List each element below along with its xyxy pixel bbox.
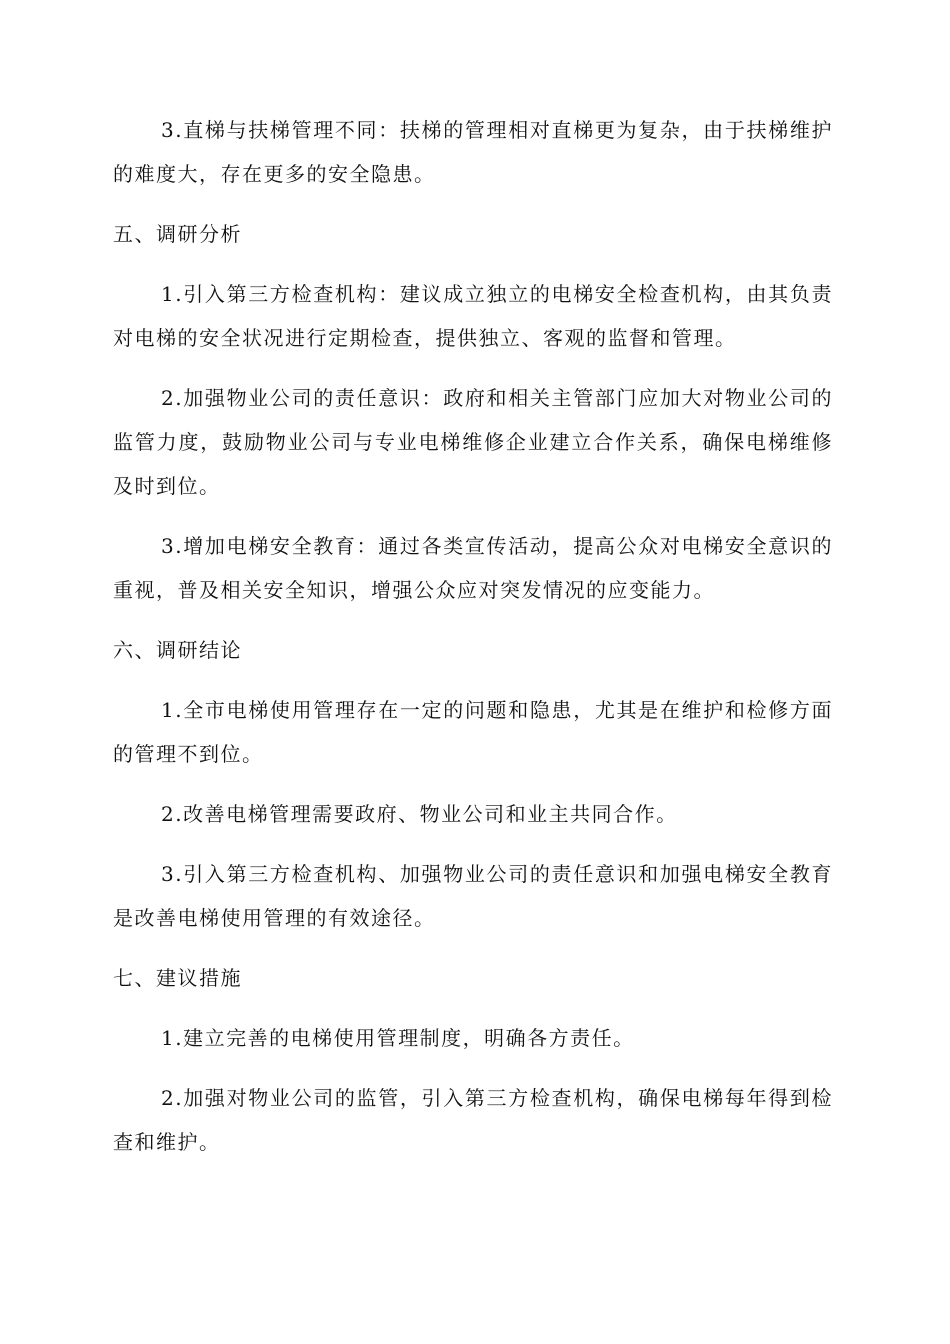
paragraph-recommendation-1: 1.建立完善的电梯使用管理制度，明确各方责任。 [161,1026,635,1050]
paragraph-third-party-inspection: 1.引入第三方检查机构：建议成立独立的电梯安全检查机构，由其负责对电梯的安全状况进行定期检查，提供独立、客观的监督和管理。 [113,282,833,350]
paragraph-property-responsibility: 2.加强物业公司的责任意识：政府和相关主管部门应加大对物业公司的监管力度，鼓励物业公司与专业电梯维修企业建立合作关系，确保电梯维修及时到位。 [113,386,833,498]
paragraph-conclusion-1: 1.全市电梯使用管理存在一定的问题和隐患，尤其是在维护和检修方面的管理不到位。 [113,698,833,766]
paragraph-recommendation-2: 2.加强对物业公司的监管，引入第三方检查机构，确保电梯每年得到检查和维护。 [113,1086,833,1154]
document-body [113,108,833,1164]
paragraph-safety-education: 3.增加电梯安全教育：通过各类宣传活动，提高公众对电梯安全意识的重视，普及相关安全知识，增强公众应对突发情况的应变能力。 [113,534,833,602]
section-heading-research-analysis: 五、调研分析 [113,222,242,246]
section-heading-recommendations: 七、建议措施 [113,966,242,990]
section-heading-research-conclusion: 六、调研结论 [113,638,242,662]
paragraph-escalator-management: 3.直梯与扶梯管理不同：扶梯的管理相对直梯更为复杂，由于扶梯维护的难度大，存在更多的安全隐患。 [113,118,833,186]
paragraph-conclusion-3: 3.引入第三方检查机构、加强物业公司的责任意识和加强电梯安全教育是改善电梯使用管理的有效途径。 [113,862,833,930]
paragraph-conclusion-2: 2.改善电梯管理需要政府、物业公司和业主共同合作。 [161,802,678,826]
